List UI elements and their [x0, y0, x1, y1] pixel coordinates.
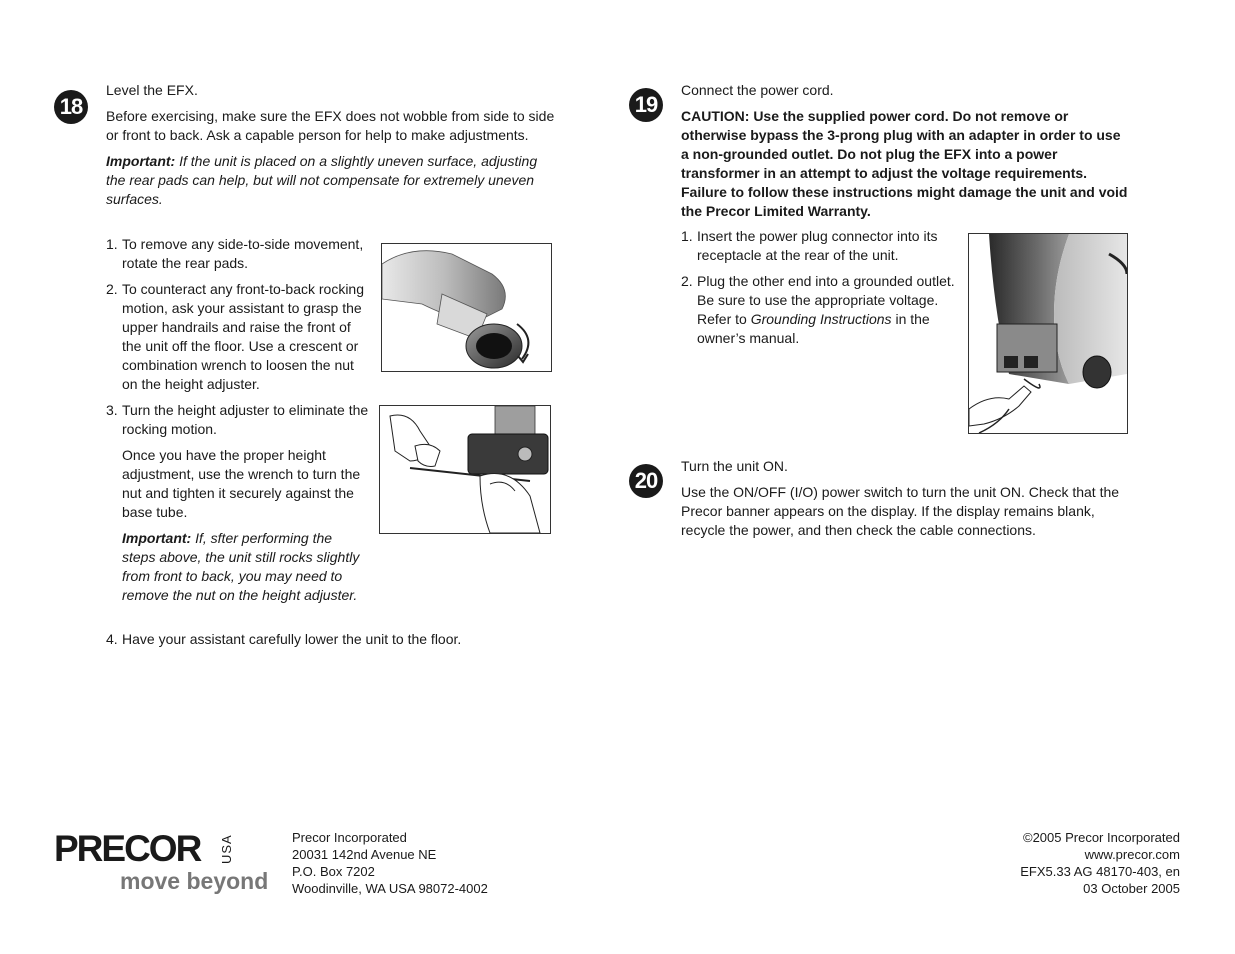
- step-19-caution: CAUTION: Use the supplied power cord. Do not remove or otherwise bypass the 3-prong plug with an adapter in order to use a non-grounded outlet. Do not plug the EFX into a power transformer in an attempt to adjust the voltage requirements. Failure to follow these instructions might damage the unit and void the Precor Limited Warranty.: [681, 108, 1128, 219]
- important-label: Important:: [122, 530, 192, 546]
- list-item-number: 4.: [106, 631, 118, 647]
- step-20-body: Use the ON/OFF (I/O) power switch to turn the unit ON. Check that the Precor banner appears on the display. If the display remains blank, recycle the power, and then check the cable connections.: [681, 484, 1120, 538]
- list-item-text: Turn the height adjuster to eliminate the rocking motion.: [122, 402, 369, 437]
- step-18-item-4: [106, 630, 556, 656]
- step-18-badge: 18: [54, 90, 88, 124]
- step-18-text: [106, 81, 556, 216]
- list-item-number: 1.: [106, 236, 118, 252]
- step-20-heading: Turn the unit ON.: [681, 458, 788, 474]
- step-18-heading: Level the EFX.: [106, 82, 198, 98]
- logo-country: USA: [219, 834, 234, 864]
- footer-address: [292, 829, 488, 897]
- power-cord-drawing: [969, 234, 1127, 433]
- important-text: If the unit is placed on a slightly uneven surface, adjusting the rear pads can help, but will not compensate for extremely uneven surfaces.: [106, 153, 538, 207]
- list-item-text-part: in the owner’s manual.: [697, 311, 930, 346]
- address-line: P.O. Box 7202: [292, 864, 375, 879]
- list-item-number: 2.: [106, 281, 118, 297]
- list-item: [106, 235, 370, 273]
- list-item-text: Have your assistant carefully lower the unit to the floor.: [122, 631, 462, 647]
- list-item-text: To remove any side-to-side movement, rotate the rear pads.: [122, 236, 364, 271]
- website: www.precor.com: [1084, 847, 1180, 862]
- list-item-text: [697, 273, 955, 346]
- item-3-detail: Once you have the proper height adjustment, use the wrench to turn the nut and tighten it securely against the base tube.: [122, 447, 361, 520]
- list-item-number: 3.: [106, 402, 118, 418]
- rear-pad-drawing: [382, 244, 551, 371]
- rear-pad-illustration: [381, 243, 552, 372]
- list-item-text-part: Plug the other end into a grounded outlet. Be sure to use the appropriate voltage. Refer to: [697, 273, 955, 327]
- item-3-important: [106, 529, 362, 605]
- step-19-list: [681, 227, 957, 355]
- document-code: EFX5.33 AG 48170-403, en: [1020, 864, 1180, 879]
- list-item: [681, 272, 957, 348]
- grounding-instructions-ref: Grounding Instructions: [750, 311, 892, 327]
- logo-wordmark: PRECOR: [54, 828, 201, 869]
- step-19-badge: 19: [629, 88, 663, 122]
- step-18-list: [106, 235, 370, 612]
- step-18-important: [106, 152, 556, 209]
- list-item-text: To counteract any front-to-back rocking motion, ask your assistant to grasp the upper handrails and raise the front of the unit off the floor. Use a crescent or combination wrench to loosen the nut on the height adjuster.: [122, 281, 365, 392]
- step-20-text: [681, 457, 1133, 547]
- list-item: [106, 630, 556, 649]
- list-item-number: 2.: [681, 273, 693, 289]
- important-text: If, sfter performing the steps above, the unit still rocks slightly from front to back, you may need to remove the nut on the height adjuster.: [122, 530, 360, 603]
- address-line: 20031 142nd Avenue NE: [292, 847, 437, 862]
- step-19-heading: Connect the power cord.: [681, 82, 834, 98]
- list-item: [106, 401, 370, 439]
- important-label: Important:: [106, 153, 176, 169]
- step-18-intro: Before exercising, make sure the EFX does not wobble from side to side or front to back. Ask a capable person for help to make adjustments.: [106, 108, 555, 143]
- publication-date: 03 October 2005: [1083, 881, 1180, 896]
- footer-publication-info: [1020, 829, 1180, 897]
- precor-logo: [54, 828, 279, 898]
- logo-tagline: move beyond: [120, 868, 269, 894]
- list-item: [681, 227, 957, 265]
- height-adjuster-illustration: [379, 405, 551, 534]
- step-20-badge: 20: [629, 464, 663, 498]
- address-line: Precor Incorporated: [292, 830, 407, 845]
- list-item-number: 1.: [681, 228, 693, 244]
- height-adjuster-drawing: [380, 406, 550, 533]
- list-item: [106, 280, 370, 394]
- list-item-text: Insert the power plug connector into its receptacle at the rear of the unit.: [697, 228, 938, 263]
- step-19-text: [681, 81, 1131, 228]
- address-line: Woodinville, WA USA 98072-4002: [292, 881, 488, 896]
- power-cord-illustration: [968, 233, 1128, 434]
- copyright: ©2005 Precor Incorporated: [1022, 830, 1180, 845]
